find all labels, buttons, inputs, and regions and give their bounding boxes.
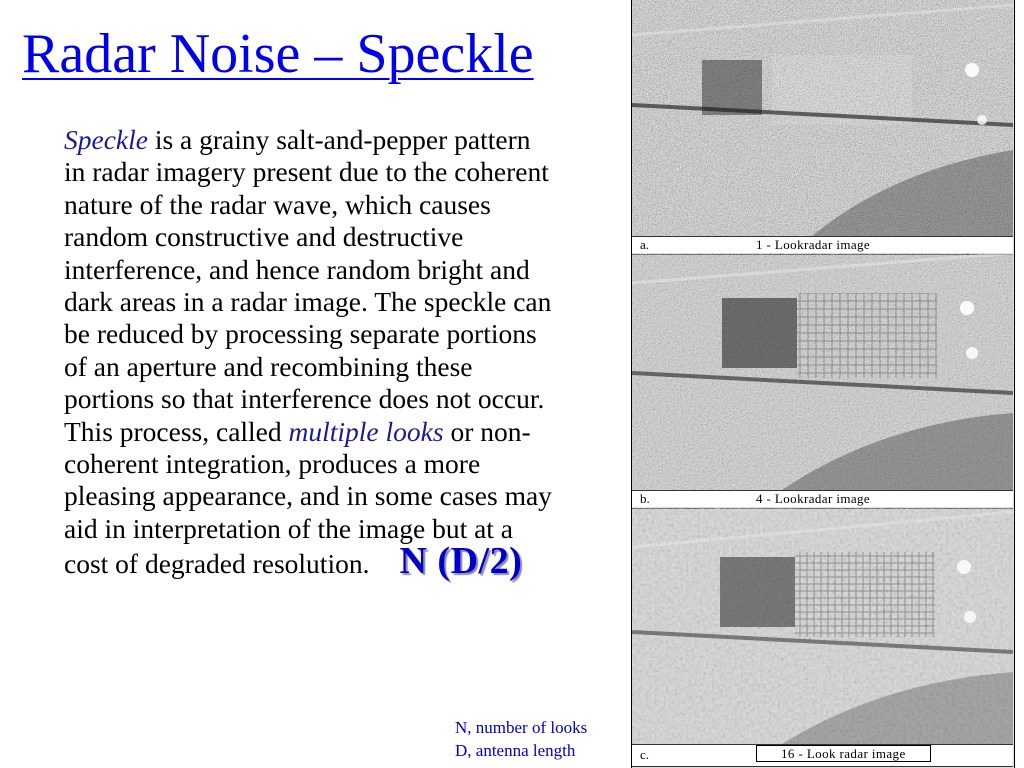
- description-part1: is a grainy salt-and-pepper pattern in radar imagery present due to the coherent nature of the radar wave, which causes random constructive and destructive interference, and hence random bright and dark areas in a radar image. The speckle can be reduced by processing separate portions of an aperture and recombining these portions so that interference does not occur. This process, called: [64, 124, 552, 447]
- term-speckle: Speckle: [64, 124, 148, 155]
- radar-image-16-look: [632, 507, 1013, 744]
- description-part2: or non-coherent integration, produces a more pleasing appearance, and in some cases may aid in interpretation of the image but at a cost of degraded resolution.: [64, 415, 552, 580]
- caption-label-c-box: [756, 746, 931, 762]
- formula-legend: [455, 716, 587, 762]
- radar-image-strip: [631, 0, 1015, 768]
- caption-letter-b: b.: [640, 491, 650, 506]
- radar-image-1-look: [632, 0, 1013, 236]
- speckle-description: [64, 124, 556, 581]
- caption-letter-c: c.: [640, 747, 650, 762]
- description-paragraph: [64, 124, 556, 581]
- slide-title: Radar Noise – Speckle: [22, 23, 534, 85]
- caption-label-a: 1 - Lookradar image: [756, 237, 871, 252]
- legend-looks: N, number of looks: [455, 718, 588, 737]
- radar-image-4-look: [632, 253, 1013, 490]
- caption-16-look: [632, 744, 1013, 767]
- caption-letter-a: a.: [640, 237, 650, 252]
- term-multiple-looks: multiple looks: [288, 415, 444, 447]
- looks-formula: N (D/2): [399, 540, 523, 583]
- caption-label-b: 4 - Lookradar image: [756, 491, 871, 506]
- legend-antenna: D, antenna length: [455, 741, 576, 760]
- caption-label-c: 16 - Look radar image: [756, 745, 931, 762]
